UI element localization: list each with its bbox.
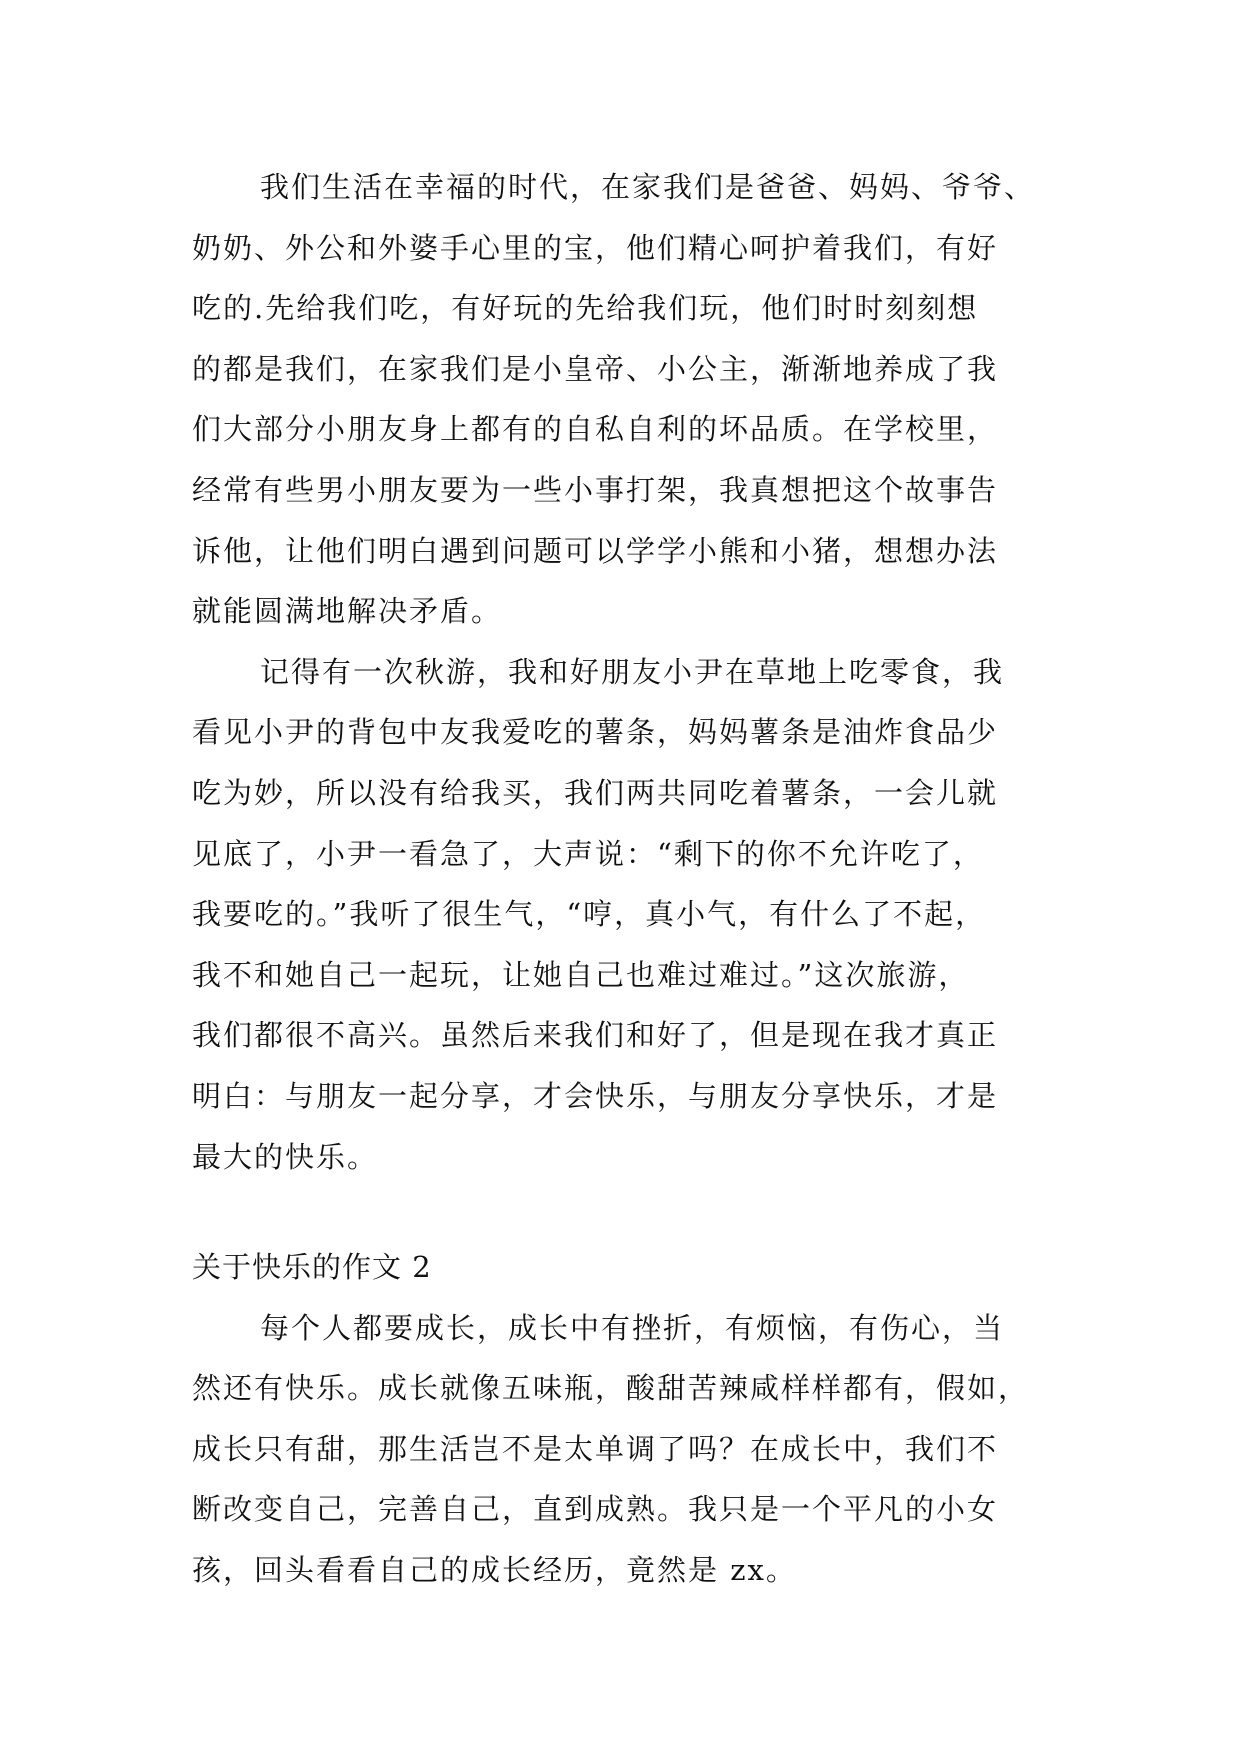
section-heading: 关于快乐的作文 2 [192, 1250, 432, 1285]
paragraph-2: 记得有一次秋游，我和好朋友小尹在草地上吃零食，我 看见小尹的背包中友我爱吃的薯条，妈妈薯条是油炸食品少 吃为妙，所以没有给我买，我们两共同吃着薯条，一会儿就 见底了，小尹一看急了，大声说：“剩下的你不允许吃了， 我要吃的。”我听了很生气，“哼，真小气，有什么了不起， 我不和她自己一起玩，让她自己也难过难过。”这次旅游， 我们都很不高兴。虽然后来我们和好了，但是现在我才真正 明白：与朋友一起分享，才会快乐，与朋友分享快乐，才是 最大的快乐。 [192, 654, 1005, 1174]
paragraph-3: 每个人都要成长，成长中有挫折，有烦恼，有伤心，当 然还有快乐。成长就像五味瓶，酸甜苦辣咸样样都有，假如， 成长只有甜，那生活岂不是太单调了吗？在成长中，我们不 断改变自己，完善自己，直到成熟。我只是一个平凡的小女 孩，回头看看自己的成长经历，竟然是 zx。 [192, 1310, 1030, 1588]
document-body [192, 157, 1072, 1601]
paragraph-1: 我们生活在幸福的时代，在家我们是爸爸、妈妈、爷爷、 奶奶、外公和外婆手心里的宝，他们精心呵护着我们，有好 吃的.先给我们吃，有好玩的先给我们玩，他们时时刻刻想 的都是我们，在家我们是小皇帝、小公主，渐渐地养成了我 们大部分小朋友身上都有的自私自利的坏品质。在学校里， 经常有些男小朋友要为一些小事打架，我真想把这个故事告 诉他，让他们明白遇到问题可以学学小熊和小猪，想想办法 就能圆满地解决矛盾。 [192, 170, 1036, 629]
